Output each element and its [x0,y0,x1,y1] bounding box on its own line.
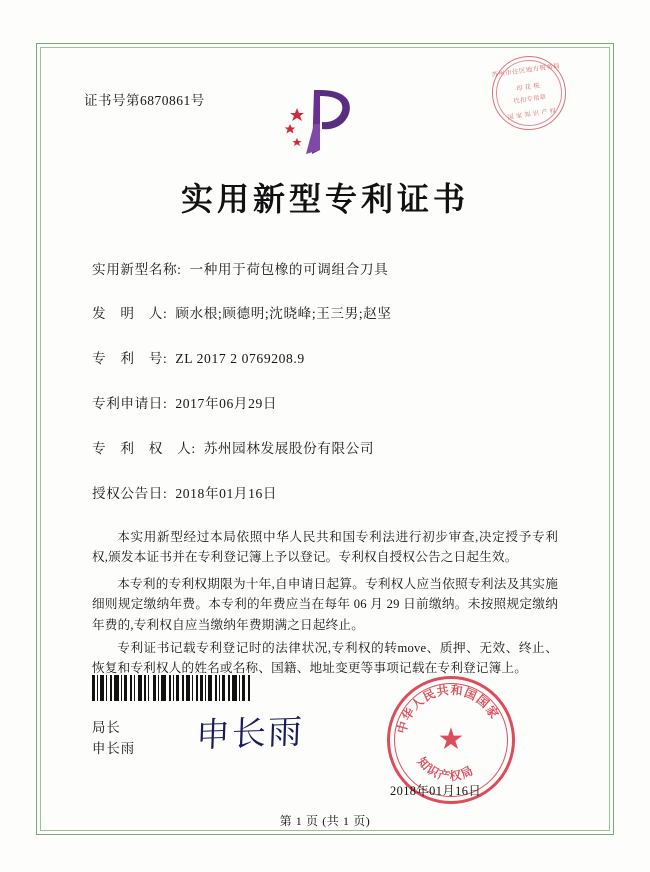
field-value: 2017年06月29日 [175,396,278,411]
field-label: 专利申请日: [92,396,168,411]
field-label: 实用新型名称: [92,262,182,277]
field-patent-number [92,347,305,367]
tax-stamp-top-text: 苏州市住区地方税务局 [491,62,561,79]
field-value: ZL 2017 2 0769208.9 [175,351,305,366]
page-footer: 第 1 页 (共 1 页) [279,814,371,828]
field-value: 苏州园林发展股份有限公司 [203,441,375,456]
field-label: 专 利 权 人: [92,441,196,456]
page-title: 实用新型专利证书 [180,181,469,217]
svg-text:知识产权局: 知识产权局 [414,754,477,784]
patent-office-logo-icon [284,84,370,160]
field-utility-model-name [92,258,388,278]
field-inventors [92,302,392,322]
svg-text:中华人民共和国国家: 中华人民共和国国家 [394,682,502,736]
paragraph-term-fees [92,574,558,635]
field-grant-announcement-date [92,482,277,502]
tax-stamp-bottom-text: 国 家 知 识 产 权 [507,107,557,122]
paragraph-text: 专利证书记载专利登记时的法律状况,专利权的转move、质押、无效、终止、恢复和专利权人的姓名或名称、国籍、地址变更等事项记载在专利登记簿上。 [92,641,558,676]
paragraph-legal-status [92,638,558,679]
field-patentee [92,437,374,457]
director-title-block [92,718,135,760]
director-name: 申长雨 [92,740,136,756]
field-label: 专 利 号: [92,351,168,366]
field-label: 授权公告日: [92,486,168,501]
certificate-number: 证书号第6870861号 [84,93,205,108]
tax-stamp-mid-text-1: 印 花 税 [516,82,541,93]
seal-star-icon: ★ [437,723,465,756]
paragraph-grant [92,527,558,568]
director-title: 局长 [92,720,121,735]
field-value: 2018年01月16日 [175,486,278,501]
barcode [92,675,292,701]
paragraph-text: 本实用新型经过本局依照中华人民共和国专利法进行初步审查,决定授予专利权,颁发本证书并在专利登记簿上予以登记。专利权自授权公告之日起生效。 [92,530,558,565]
field-label: 发 明 人: [92,306,168,321]
field-value: 一种用于荷包橡的可调组合刀具 [189,262,389,277]
seal-date: 2018年01月16日 [390,784,482,798]
tax-stamp-mid-text-2: 代扣专用章 [513,93,547,106]
field-value: 顾水根;顾德明;沈晓峰;王三男;赵坚 [175,306,392,321]
field-application-date [92,392,277,412]
paragraph-text: 本专利的专利权期限为十年,自申请日起算。专利权人应当依照专利法及其实施细则规定缴纳年费。本专利的年费应当在每年 06 月 29 日前缴纳。未按照规定缴纳年费的,专利权自应当缴纳年费期满之日起终止。 [92,577,558,632]
handwritten-signature: 申长雨 [195,714,305,755]
